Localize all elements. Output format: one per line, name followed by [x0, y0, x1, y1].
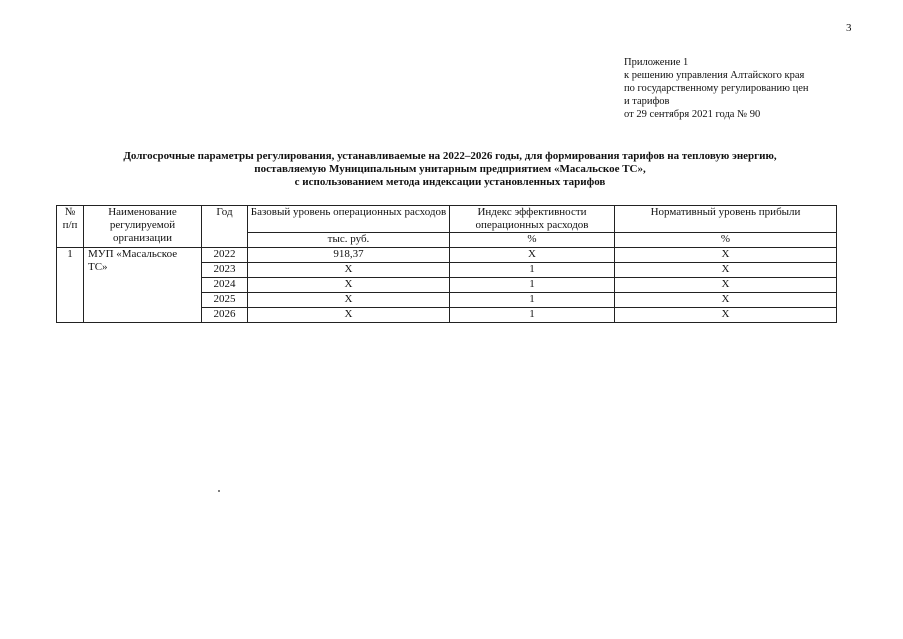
efficiency-index-cell: 1 [450, 263, 615, 278]
appendix-line: от 29 сентября 2021 года № 90 [624, 109, 761, 120]
profit-level-cell: X [615, 248, 837, 263]
profit-level-cell: X [615, 308, 837, 323]
year-cell: 2024 [202, 278, 248, 293]
table-header-row [57, 206, 837, 233]
unit-profit: % [615, 233, 837, 248]
header-base-level: Базовый уровень операционных расходов [248, 206, 450, 233]
header-profit-level: Нормативный уровень прибыли [615, 206, 837, 233]
profit-level-cell: X [615, 263, 837, 278]
unit-base: тыс. руб. [248, 233, 450, 248]
page-number: 3 [846, 22, 852, 34]
appendix-line: к решению управления Алтайского края [624, 70, 805, 81]
base-level-cell: 918,37 [248, 248, 450, 263]
appendix-block [624, 56, 864, 121]
title-line: Долгосрочные параметры регулирования, устанавливаемые на 2022–2026 годы, для формирования тарифов на тепловую энергию, [123, 150, 777, 162]
document-title [30, 150, 870, 189]
regulation-parameters-table [56, 205, 837, 323]
year-cell: 2023 [202, 263, 248, 278]
title-line: с использованием метода индексации установленных тарифов [294, 176, 606, 188]
appendix-line: Приложение 1 [624, 57, 689, 68]
efficiency-index-cell: 1 [450, 293, 615, 308]
table-body [57, 248, 837, 323]
efficiency-index-cell: 1 [450, 278, 615, 293]
efficiency-index-cell: X [450, 248, 615, 263]
year-cell: 2025 [202, 293, 248, 308]
header-efficiency-index: Индекс эффективности операционных расходов [450, 206, 615, 233]
scan-speck [218, 490, 220, 492]
base-level-cell: X [248, 263, 450, 278]
base-level-cell: X [248, 308, 450, 323]
header-organization: Наименование регулируемой организации [84, 206, 202, 248]
title-line: поставляемую Муниципальным унитарным предприятием «Масальское ТС», [254, 163, 646, 175]
year-cell: 2022 [202, 248, 248, 263]
appendix-line: по государственному регулированию цен [624, 83, 809, 94]
profit-level-cell: X [615, 278, 837, 293]
base-level-cell: X [248, 278, 450, 293]
row-number-cell: 1 [57, 248, 84, 323]
table-row [57, 248, 837, 263]
base-level-cell: X [248, 293, 450, 308]
header-year: Год [202, 206, 248, 248]
appendix-line: и тарифов [624, 96, 670, 107]
efficiency-index-cell: 1 [450, 308, 615, 323]
profit-level-cell: X [615, 293, 837, 308]
organization-name-cell: МУП «Масальское ТС» [84, 248, 202, 323]
header-num: № п/п [57, 206, 84, 248]
unit-index: % [450, 233, 615, 248]
year-cell: 2026 [202, 308, 248, 323]
